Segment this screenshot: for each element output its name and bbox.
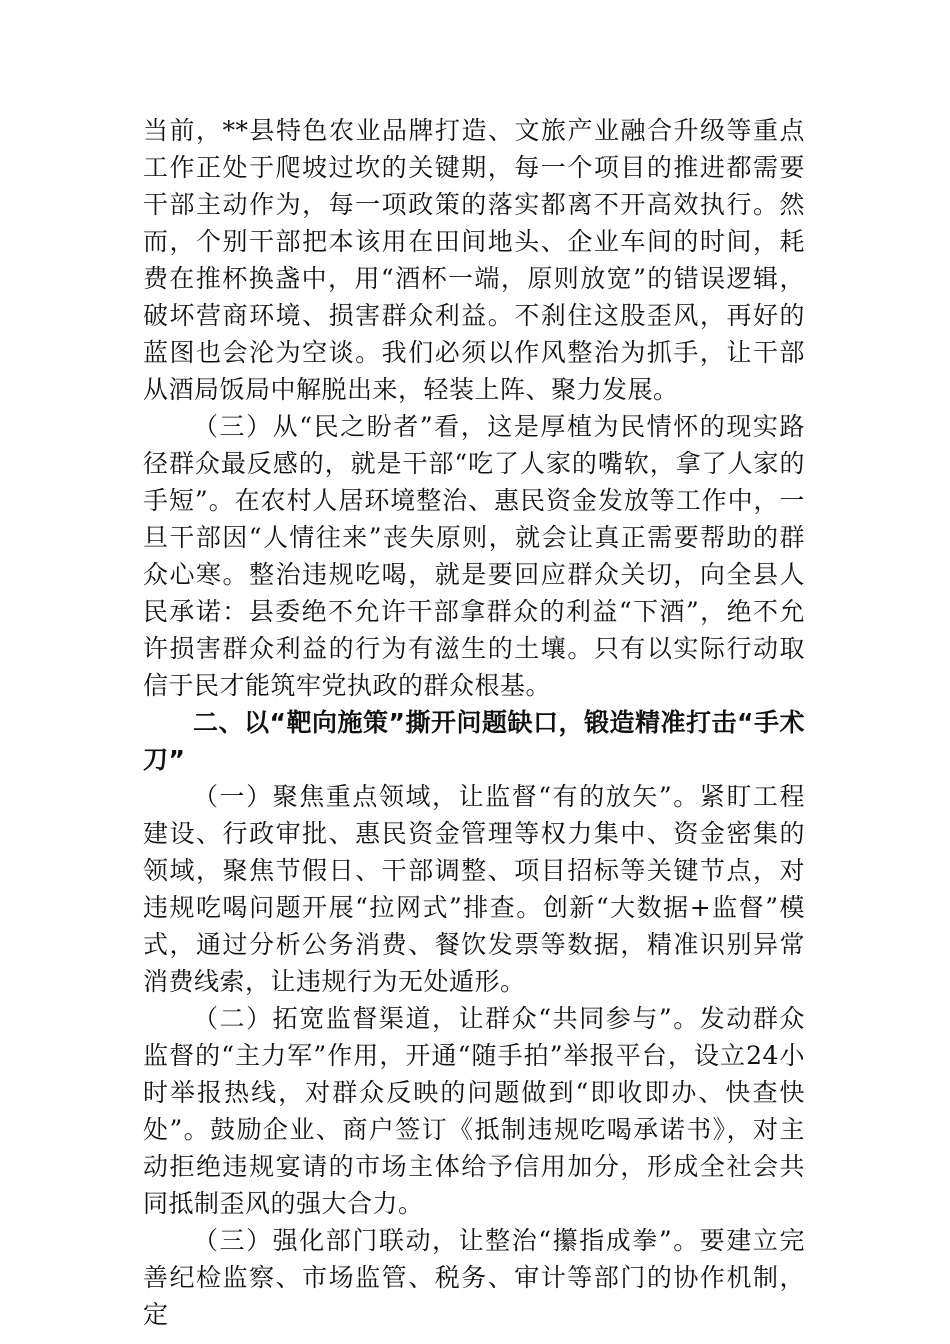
body-paragraph: 当前，**县特色农业品牌打造、文旅产业融合升级等重点工作正处于爬坡过坎的关键期，每一个项目的推进都需要干部主动作为，每一项政策的落实都离不开高效执行。然而，个别干部把本该用在田间地头、企业车间的时间，耗费在推杯换盏中，用“酒杯一端，原则放宽”的错误逻辑，破坏营商环境、损害群众利益。不刹住这股歪风，再好的蓝图也会沦为空谈。我们必须以作风整治为抓手，让干部从酒局饭局中解脱出来，轻装上阵、聚力发展。 <box>143 116 805 404</box>
body-paragraph: （二）拓宽监督渠道，让群众“共同参与”。发动群众监督的“主力军”作用，开通“随手拍”举报平台，设立24小时举报热线，对群众反映的问题做到“即收即办、快查快处”。鼓励企业、商户签订《抵制违规吃喝承诺书》，对主动拒绝违规宴请的市场主体给予信用加分，形成全社会共同抵制歪风的强大合力。 <box>143 1004 805 1218</box>
body-paragraph: （三）强化部门联动，让整治“攥指成拳”。要建立完善纪检监察、市场监管、税务、审计等部门的协作机制，定 <box>143 1226 805 1329</box>
section-heading: 二、以“靶向施策”撕开问题缺口，锻造精准打击“手术刀” <box>143 708 805 774</box>
body-paragraph: （三）从“民之盼者”看，这是厚植为民情怀的现实路径群众最反感的，就是干部“吃了人家的嘴软，拿了人家的手短”。在农村人居环境整治、惠民资金发放等工作中，一旦干部因“人情往来”丧失原则，就会让真正需要帮助的群众心寒。整治违规吃喝，就是要回应群众关切，向全县人民承诺：县委绝不允许干部拿群众的利益“下酒”，绝不允许损害群众利益的行为有滋生的土壤。只有以实际行动取信于民才能筑牢党执政的群众根基。 <box>143 412 805 700</box>
body-paragraph: （一）聚焦重点领域，让监督“有的放矢”。紧盯工程建设、行政审批、惠民资金管理等权力集中、资金密集的领域，聚焦节假日、干部调整、项目招标等关键节点，对违规吃喝问题开展“拉网式”排查。创新“大数据+监督”模式，通过分析公务消费、餐饮发票等数据，精准识别异常消费线索，让违规行为无处遁形。 <box>143 782 805 996</box>
document-body <box>143 112 805 1333</box>
